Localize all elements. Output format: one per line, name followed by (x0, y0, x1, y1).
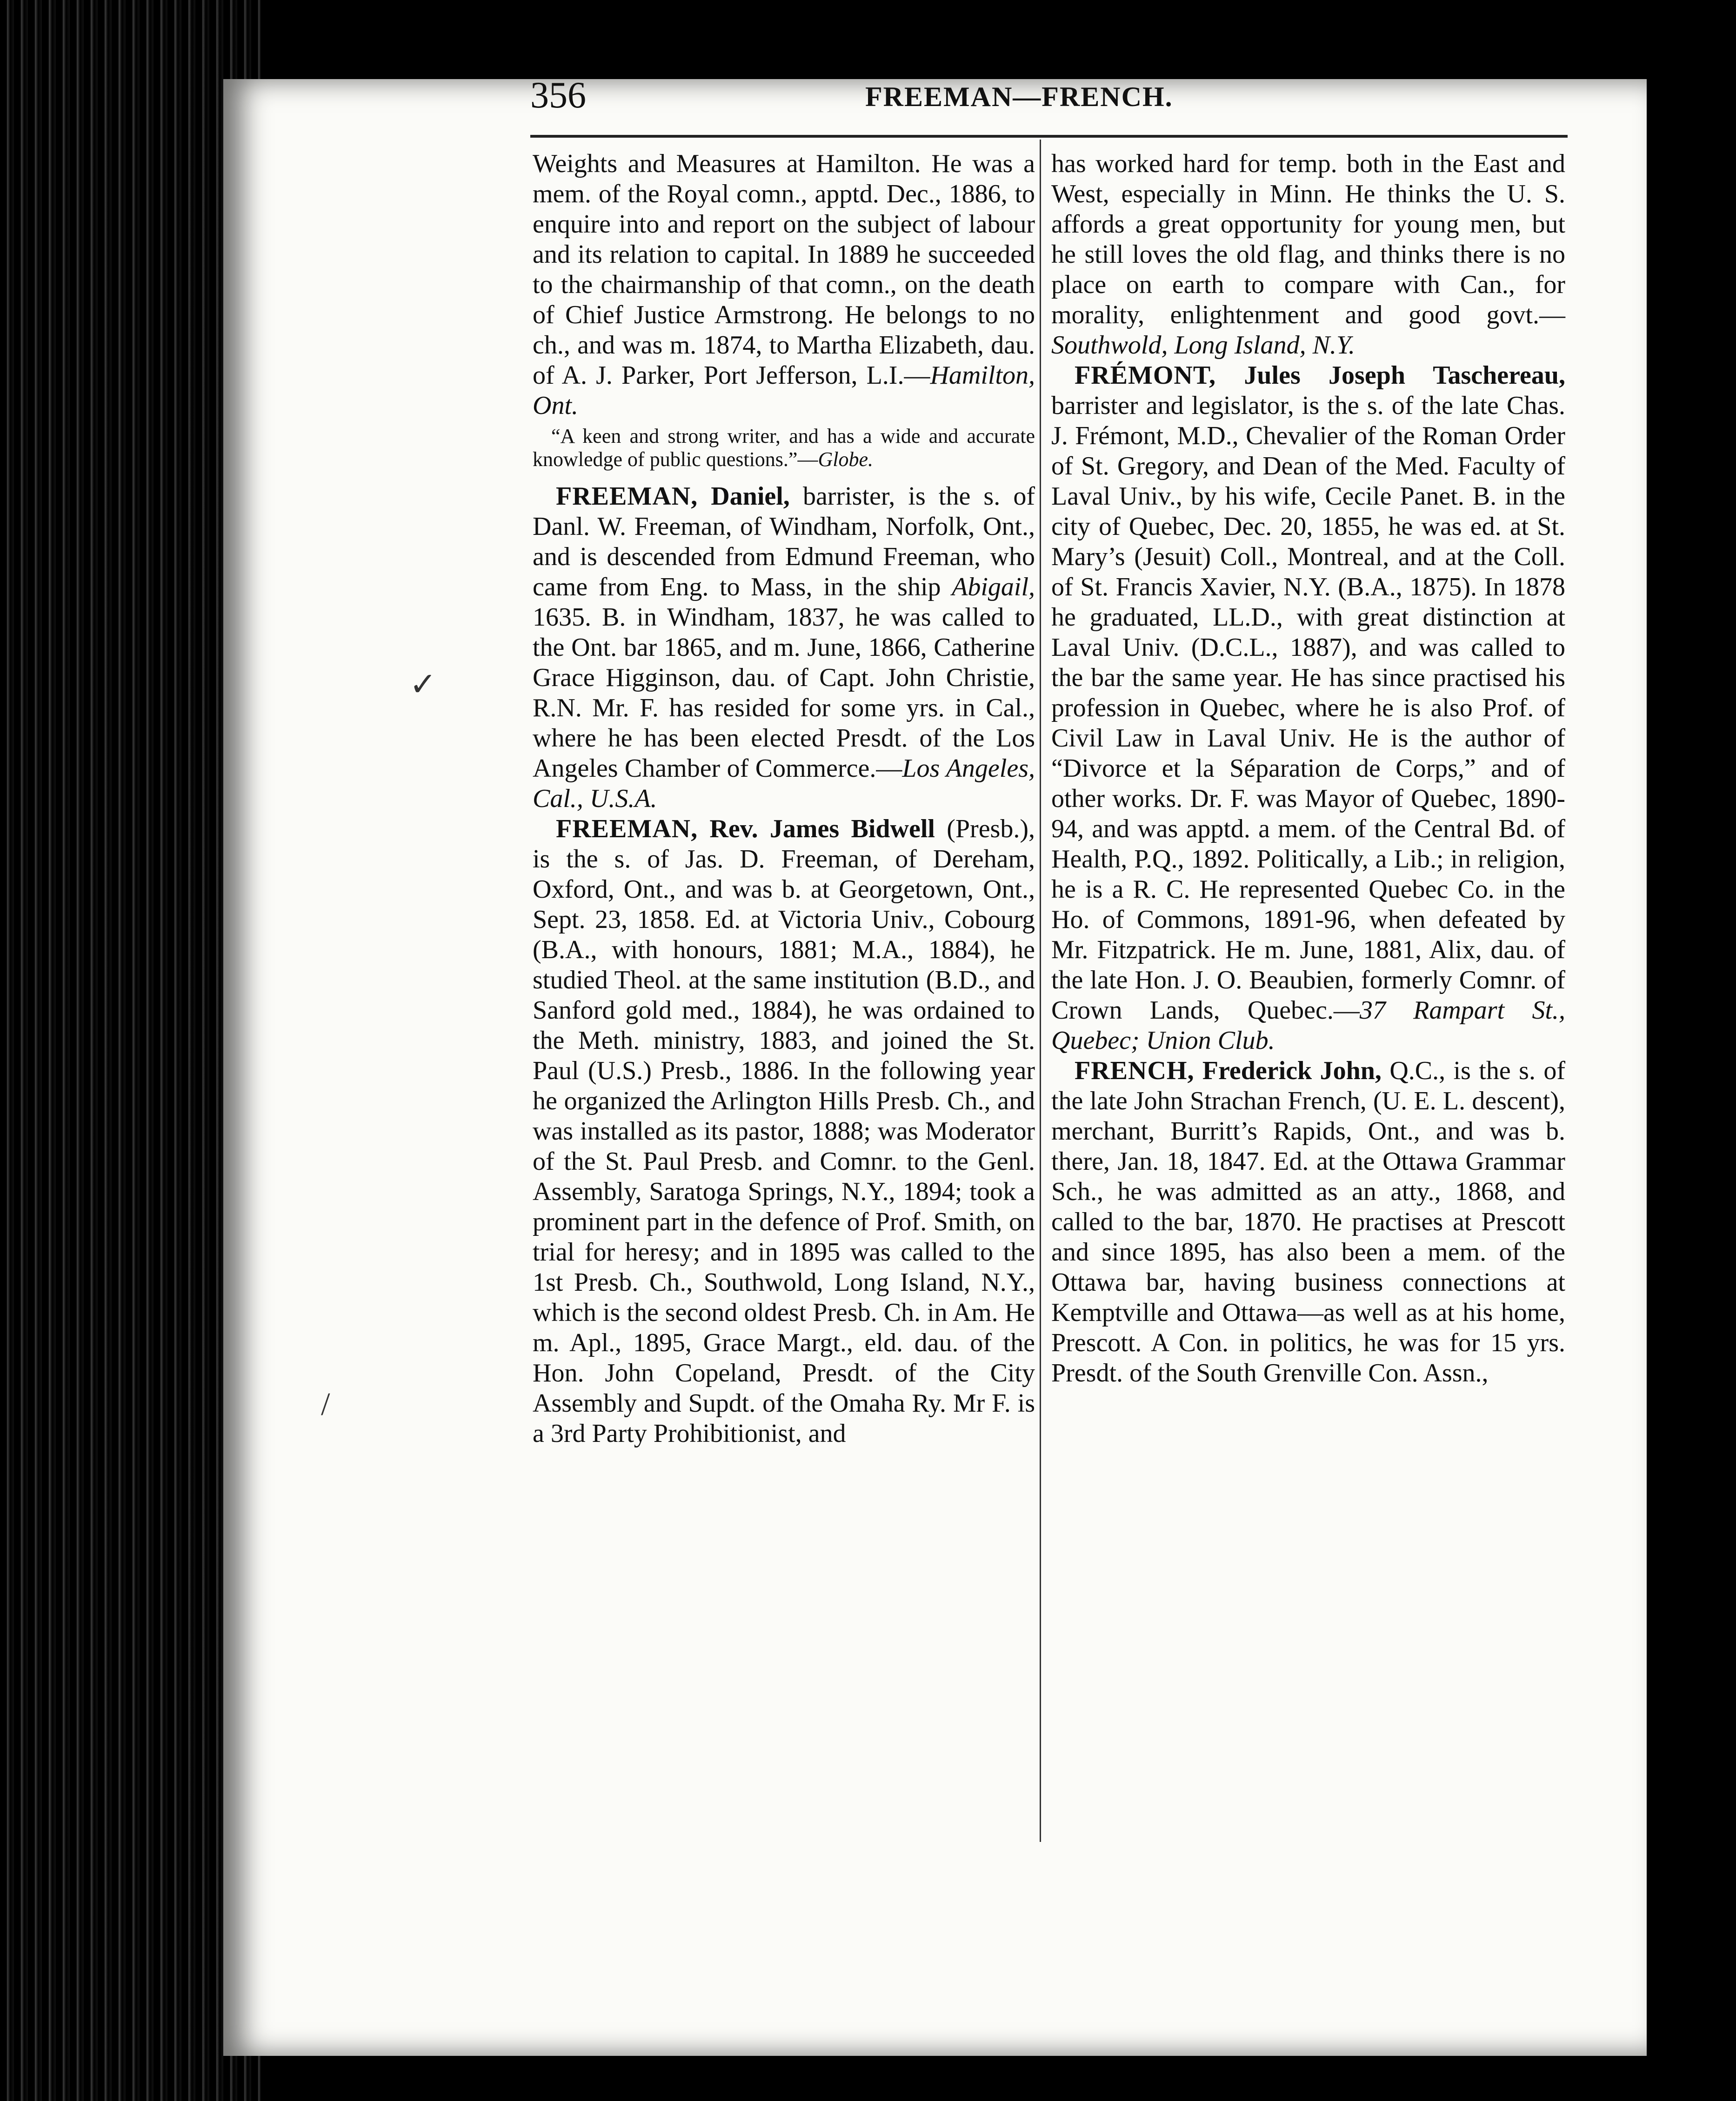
quote-source: Globe. (818, 448, 873, 471)
running-head: FREEMAN—FRENCH. (865, 81, 1173, 112)
entry-address: Hamilton, Ont. (533, 361, 1035, 420)
entry-headword: FREEMAN, (556, 482, 698, 511)
entry-given-name: Jules Joseph Taschereau, (1244, 361, 1566, 390)
quote-text: “A keen and strong writer, and has a wide and accurate knowledge of public questions.”— (533, 425, 1035, 471)
margin-pencil-mark: / (321, 1387, 330, 1422)
entry-continuation (533, 149, 1035, 421)
entry-headword: FRÉMONT, (1075, 361, 1216, 390)
entry-given-name: Daniel, (711, 482, 790, 511)
entry-text: Weights and Measures at Hamilton. He was a mem. of the Royal comn., apptd. Dec., 1886, to enquire into and report on the subject of labour and its relation to capital. In 1889 he succeeded to the chairmanship of that comn., on the death of Chief Justice Armstrong. He belongs to no ch., and was m. 1874, to Martha Elizabeth, dau. of A. J. Parker, Port Jefferson, L.I.— (533, 149, 1035, 390)
page-header (530, 74, 1568, 130)
entry-freeman-james (533, 814, 1035, 1449)
header-rule (530, 135, 1568, 138)
entry-text: (Presb.), is the s. of Jas. D. Freeman, of Dereham, Oxford, Ont., and was b. at Georgetown, Ont., Sept. 23, 1858. Ed. at Victoria Univ., Cobourg (B.A., with honours, 1881; M.A., 1884), he studied Theol. at the same institution (B.D., and Sanford gold med., 1884), he was ordained to the Meth. ministry, 1883, and joined the St. Paul (U.S.) Presb., 1886. In the following year he organized the Arlington Hills Presb. Ch., and was installed as its pastor, 1888; was Moderator of the St. Paul Presb. and Comnr. to the Genl. Assembly, Saratoga Springs, N.Y., 1894; took a prominent part in the defence of Prof. Smith, on trial for heresy; and in 1895 was called to the 1st Presb. Ch., Southwold, Long Island, N.Y., which is the second oldest Presb. Ch. in Am. He m. Apl., 1895, Grace Margt., eld. dau. of the Hon. John Copeland, Presdt. of the City Assembly and Supdt. of the Omaha Ry. Mr F. is a 3rd Party Prohibitionist, and (533, 814, 1035, 1448)
entry-address: 37 Rampart St., Quebec; Union Club. (1051, 996, 1565, 1055)
entry-address: Los Angeles, Cal., U.S.A. (533, 754, 1035, 813)
scan-dark-margin (0, 0, 260, 2101)
press-quote (533, 425, 1035, 471)
entry-given-name: Rev. James Bidwell (709, 814, 935, 843)
entry-text: Q.C., is the s. of the late John Strachan French, (U. E. L. descent), merchant, Burritt’s Rapids, Ont., and was b. there, Jan. 18, 1847. Ed. at the Ottawa Grammar Sch., he was admitted as an atty., 1868, and called to the bar, 1870. He practises at Prescott and since 1895, has also been a mem. of the Ottawa bar, having business connections at Kemptville and Ottawa—as well as at his home, Prescott. A Con. in politics, he was for 15 yrs. Presdt. of the South Grenville Con. Assn., (1051, 1056, 1566, 1387)
entry-fremont-jules (1051, 360, 1565, 1056)
entry-french-frederick (1051, 1056, 1565, 1388)
entry-headword: FREEMAN, (556, 814, 698, 843)
column-divider (1040, 140, 1041, 1842)
entry-headword: FRENCH, (1075, 1056, 1195, 1085)
right-column (1051, 149, 1565, 1388)
margin-tick-mark: ✓ (409, 667, 437, 703)
entry-continuation (1051, 149, 1565, 360)
entry-text: 1635. B. in Windham, 1837, he was called to the Ont. bar 1865, and m. June, 1866, Catherine Grace Higginson, dau. of Capt. John Christie, R.N. Mr. F. has resided for some yrs. in Cal., where he has been elected Presdt. of the Los Angeles Chamber of Commerce.— (533, 603, 1035, 783)
ship-name: Abigail, (952, 573, 1035, 601)
entry-text: barrister, is the s. of Danl. W. Freeman, of Windham, Norfolk, Ont., and is descended from Edmund Freeman, who came from Eng. to Mass, in the ship (533, 482, 1035, 601)
left-column (533, 149, 1035, 1449)
entry-text: barrister and legislator, is the s. of the late Chas. J. Frémont, M.D., Chevalier of the Roman Order of St. Gregory, and Dean of the Med. Faculty of Laval Univ., by his wife, Cecile Panet. B. in the city of Quebec, Dec. 20, 1855, he was ed. at St. Mary’s (Jesuit) Coll., Montreal, and at the Coll. of St. Francis Xavier, N.Y. (B.A., 1875). In 1878 he graduated, LL.D., with great distinction at Laval Univ. (D.C.L., 1887), and was called to the bar the same year. He has since practised his profession in Quebec, where he is also Prof. of Civil Law in Laval Univ. He is the author of “Divorce et la Séparation de Corps,” and of other works. Dr. F. was Mayor of Quebec, 1890-94, and was apptd. a mem. of the Central Bd. of Health, P.Q., 1892. Politically, a Lib.; in religion, he is a R. C. He represented Quebec Co. in the Ho. of Commons, 1891-96, when defeated by Mr. Fitzpatrick. He m. June, 1881, Alix, dau. of the late Hon. J. O. Beaubien, formerly Comnr. of Crown Lands, Quebec.— (1051, 391, 1565, 1025)
entry-given-name: Frederick John, (1202, 1056, 1382, 1085)
page-number: 356 (530, 75, 586, 116)
entry-text: has worked hard for temp. both in the East and West, especially in Minn. He thinks the U. S. affords a great opportunity for young men, but he still loves the old flag, and thinks there is no place on earth to compare with Can., for morality, enlightenment and good govt.— (1051, 149, 1565, 329)
entry-address: Southwold, Long Island, N.Y. (1051, 331, 1355, 360)
entry-freeman-daniel (533, 481, 1035, 814)
